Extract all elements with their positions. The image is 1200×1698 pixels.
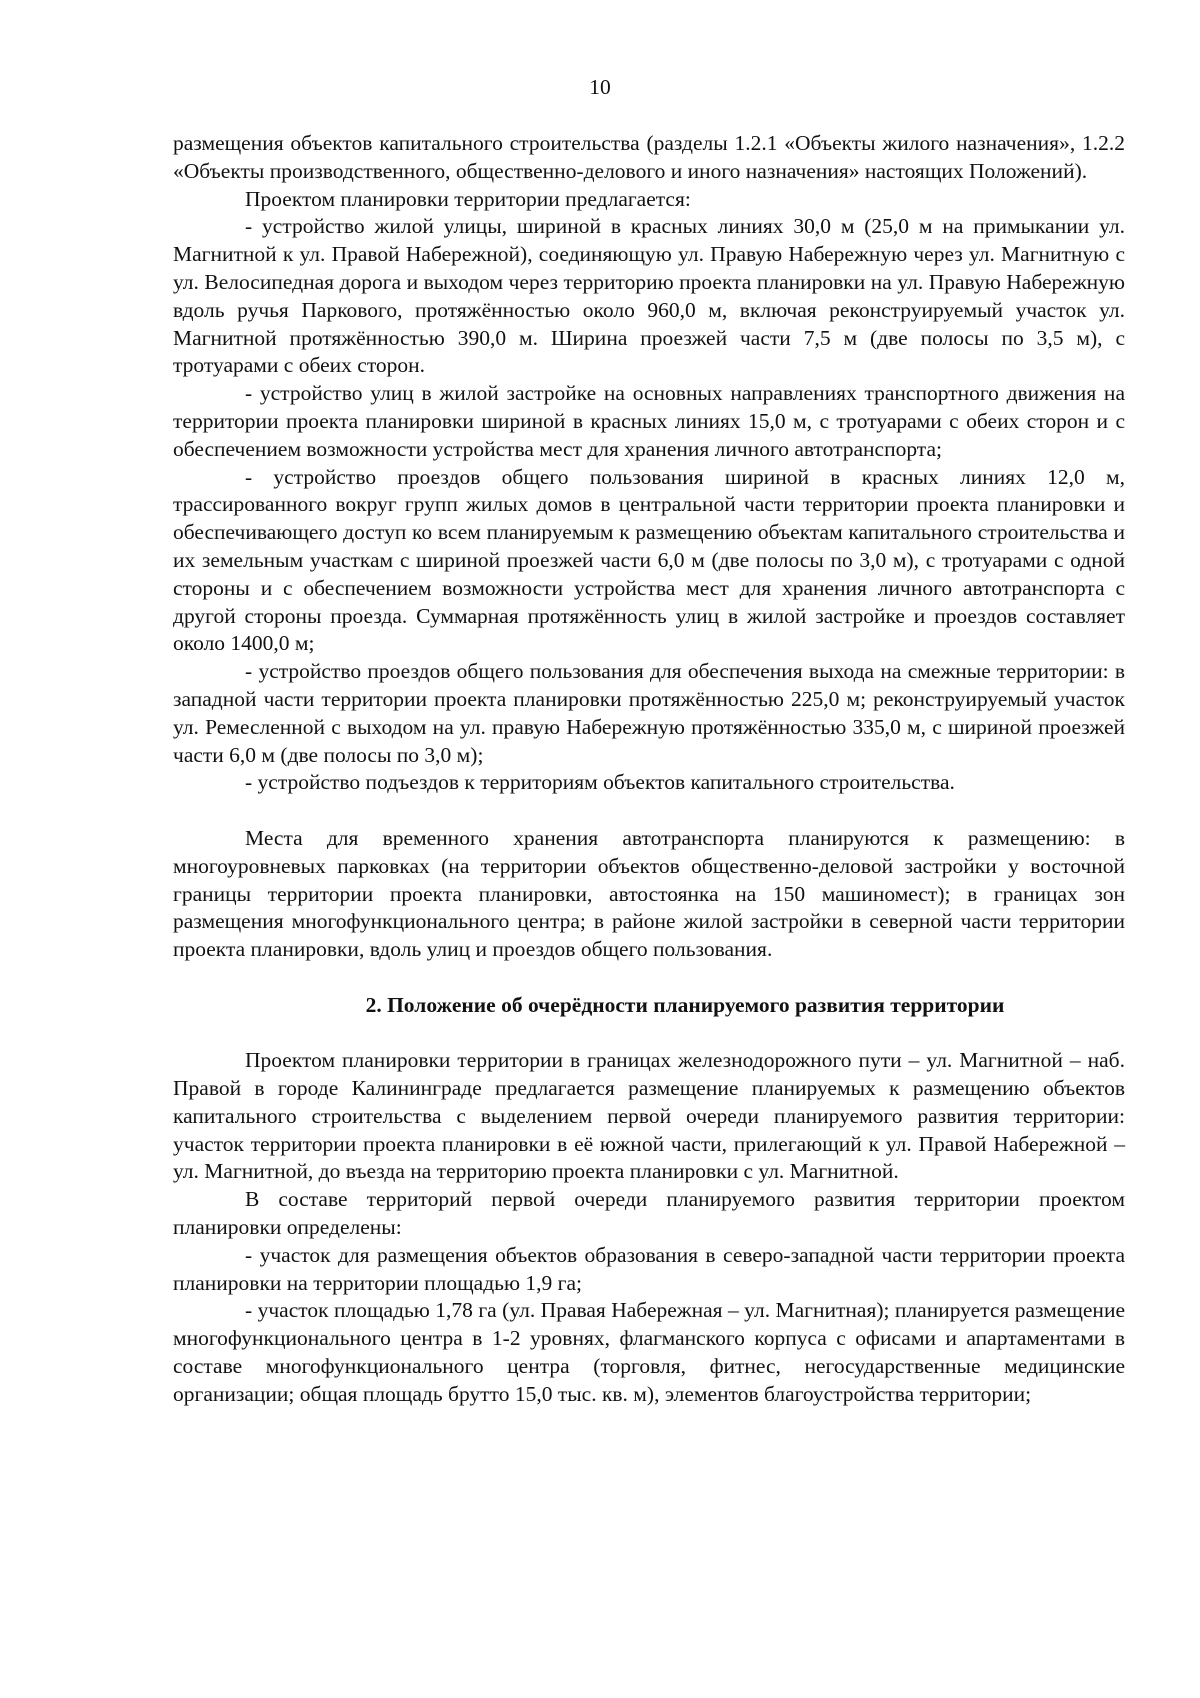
paragraph-education-plot: - участок для размещения объектов образования в северо-западной части территории проекта планировки на территории площадью 1,9 га; xyxy=(173,1242,1125,1295)
paragraph-adjacent-exits: - устройство проездов общего пользования для обеспечения выхода на смежные территории: в западной части территории проекта планировки протяжённостью 225,0 м; реконструируемый участок ул. Ремесленной с выходом на ул. правую Набережную протяжённостью 335,0 м, с шириной проезжей части 6,0 м (две полосы по 3,0 м); xyxy=(173,659,1125,767)
blank-line xyxy=(173,1020,1125,1048)
blank-line xyxy=(173,797,1125,825)
paragraph-continuation: размещения объектов капитального строительства (разделы 1.2.1 «Объекты жилого назначения», 1.2.2 «Объекты производственного, общественно-делового и иного назначения» настоящих Положений). xyxy=(173,131,1125,183)
paragraph-residential-street: - устройство жилой улицы, шириной в красных линиях 30,0 м (25,0 м на примыкании ул. Магнитной к ул. Правой Набережной), соединяющую ул. Правую Набережную через ул. Магнитную с ул. Велосипедная дорога и выходом через территорию проекта планировки на ул. Правую Набережную вдоль ручья Паркового, протяжённостью около 960,0 м, включая реконструируемый участок ул. Магнитной протяжённостью 390,0 м. Ширина проезжей части 7,5 м (две полосы по 3,5 м), с тротуарами с обеих сторон. xyxy=(173,214,1125,378)
paragraph-mfc-plot: - участок площадью 1,78 га (ул. Правая Набережная – ул. Магнитная); планируется размещение многофункционального центра в 1-2 уровнях, флагманского корпуса с офисами и апартаментами в составе многофункционального центра (торговля, фитнес, негосударственные медицинские организации; общая площадь брутто 15,0 тыс. кв. м), элементов благоустройства территории; xyxy=(173,1298,1125,1406)
blank-line xyxy=(173,964,1125,992)
document-body xyxy=(173,130,1125,1409)
page-number: 10 xyxy=(589,75,611,99)
paragraph-proposal-intro: Проектом планировки территории предлагается: xyxy=(245,186,691,211)
section-heading: 2. Положение об очерёдности планируемого развития территории xyxy=(365,992,1005,1017)
paragraph-first-stage-list-intro: В составе территорий первой очереди планируемого развития территории проектом планировки определены: xyxy=(173,1187,1125,1240)
paragraph-public-passages: - устройство проездов общего пользования шириной в красных линиях 12,0 м, трассированного вокруг групп жилых домов в центральной части территории проекта планировки и обеспечивающего доступ ко всем планируемым к размещению объектам капитального строительства и их земельным участкам с шириной проезжей части 6,0 м (две полосы по 3,0 м), с тротуарами с одной стороны и с обеспечением возможности устройства мест для хранения личного автотранспорта с другой стороны проезда. Суммарная протяжённость улиц в жилой застройке и проездов составляет около 1400,0 м; xyxy=(173,464,1125,656)
paragraph-access-roads: - устройство подъездов к территориям объектов капитального строительства. xyxy=(245,770,955,795)
paragraph-parking: Места для временного хранения автотранспорта планируются к размещению: в многоуровневых парковках (на территории объектов общественно-деловой застройки у восточной границы территории проекта планировки, автостоянка на 150 машиномест); в границах зон размещения многофункционального центра; в районе жилой застройки в северной части территории проекта планировки, вдоль улиц и проездов общего пользования. xyxy=(173,825,1125,962)
paragraph-first-stage: Проектом планировки территории в границах железнодорожного пути – ул. Магнитной – наб. Правой в городе Калининграде предлагается размещение планируемых к размещению объектов капитального строительства с выделением первой очереди планируемого развития территории: участок территории проекта планировки в её южной части, прилегающий к ул. Правой Набережной – ул. Магнитной, до въезда на территорию проекта планировки с ул. Магнитной. xyxy=(173,1048,1125,1184)
paragraph-streets-in-housing: - устройство улиц в жилой застройке на основных направлениях транспортного движения на территории проекта планировки шириной в красных линиях 15,0 м, с тротуарами с обеих сторон и с обеспечением возможности устройства мест для хранения личного автотранспорта; xyxy=(173,381,1125,461)
